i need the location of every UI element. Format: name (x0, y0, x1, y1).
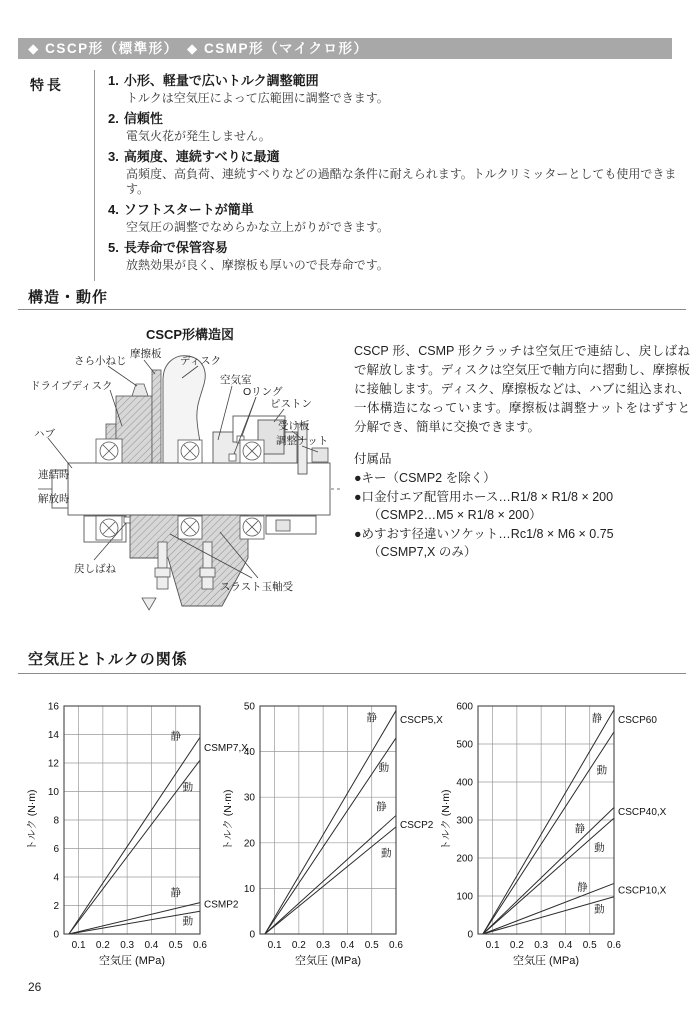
feature-body: 高頻度、高負荷、連続すべりなどの過酷な条件に耐えられます。トルクリミッターとしても使用できます。 (126, 167, 677, 196)
model-label: CSMP2 (204, 899, 239, 911)
x-tick-label: 0.6 (389, 940, 403, 951)
x-tick-label: 0.5 (364, 940, 379, 951)
y-tick-label: 0 (249, 929, 255, 941)
section-header-bar (18, 38, 672, 59)
x-tick-label: 0.3 (534, 940, 549, 951)
heading-rule (18, 673, 686, 674)
curve-kind-label: 静 (376, 800, 387, 813)
y-axis-title: トルク (N·m) (440, 789, 452, 851)
torque-chart-svg (440, 692, 697, 990)
x-tick-label: 0.4 (558, 940, 573, 951)
feature-title-text: 小形、軽量で広いトルク調整範囲 (123, 73, 319, 88)
curve-kind-label: 静 (577, 881, 588, 894)
feature-number: 4. (108, 202, 119, 217)
x-tick-label: 0.5 (582, 940, 597, 951)
accessory-item-note: （CSMP2…M5 × R1/8 × 200） (368, 508, 542, 522)
torque-line-CSMP7,X-static (69, 737, 200, 934)
x-tick-label: 0.2 (509, 940, 524, 951)
curve-kind-label: 動 (596, 764, 608, 777)
label-disk: ディスク (180, 355, 222, 367)
x-tick-label: 0.4 (144, 940, 159, 951)
torque-line-CSCP5,X-static (265, 711, 396, 934)
accessories-title: 付属品 (354, 452, 392, 466)
structure-diagram (30, 320, 350, 620)
y-tick-label: 12 (47, 758, 59, 770)
label-o-ring: Oリング (243, 386, 283, 398)
feature-number: 3. (108, 149, 119, 164)
x-tick-label: 0.4 (340, 940, 355, 951)
curve-kind-label: 静 (170, 730, 181, 743)
x-axis-title: 空気圧 (MPa) (513, 955, 579, 967)
y-tick-label: 14 (47, 730, 59, 741)
accessory-item: ●めすおす径違いソケット…Rc1/8 × M6 × 0.75 (354, 526, 614, 541)
feature-body: トルクは空気圧によって広範囲に調整できます。 (126, 91, 389, 105)
feature-item (108, 239, 690, 273)
feature-title-text: ソフトスタートが簡単 (123, 202, 254, 217)
features-list (94, 70, 690, 281)
y-tick-label: 4 (53, 872, 59, 884)
x-tick-label: 0.2 (95, 940, 110, 951)
curve-kind-label: 動 (381, 847, 392, 860)
model-label: CSCP2 (400, 820, 434, 832)
curve-kind-label: 静 (366, 711, 377, 724)
diagram-title: CSCP形構造図 (145, 327, 235, 342)
feature-title-text: 信頼性 (123, 111, 163, 126)
y-axis-title: トルク (N·m) (222, 789, 234, 851)
curve-kind-label: 動 (182, 915, 194, 928)
label-air-chamber: 空気室 (220, 374, 252, 386)
x-tick-label: 0.1 (267, 940, 282, 951)
label-friction-plate: 摩擦板 (130, 348, 162, 360)
torque-line-CSCP60-static (483, 710, 614, 934)
model-label: CSCP40,X (618, 807, 667, 819)
y-tick-label: 10 (243, 883, 255, 895)
y-tick-label: 500 (456, 739, 473, 751)
torque-chart-svg (26, 692, 248, 990)
feature-title-text: 高頻度、連続すべりに最適 (123, 149, 280, 164)
torque-line-CSCP40,X-dynamic (483, 818, 614, 934)
x-tick-label: 0.1 (485, 940, 500, 951)
curve-kind-label: 静 (170, 887, 181, 900)
curve-kind-label: 動 (378, 762, 390, 775)
x-tick-label: 0.1 (71, 940, 86, 951)
feature-body: 空気圧の調整でなめらかな立上がりができます。 (126, 220, 390, 234)
y-tick-label: 40 (243, 747, 255, 759)
label-backing-plate: 受け板 (278, 420, 310, 432)
x-tick-label: 0.6 (193, 940, 207, 951)
structure-section-heading: 構造・動作 (28, 289, 109, 306)
torque-line-CSCP5,X-dynamic (265, 738, 396, 934)
model-label: CSCP10,X (618, 885, 667, 897)
torque-chart-cscp-small (222, 692, 443, 990)
x-tick-label: 0.2 (291, 940, 306, 951)
curve-kind-label: 静 (574, 822, 586, 835)
curve-kind-label: 静 (591, 712, 603, 725)
feature-item (108, 148, 690, 197)
y-tick-label: 200 (456, 853, 473, 865)
y-tick-label: 0 (53, 929, 59, 941)
y-tick-label: 10 (47, 787, 59, 798)
feature-item (108, 72, 690, 106)
label-engaged-state: 連結時 (38, 469, 70, 481)
label-return-spring: 戻しばね (74, 563, 116, 575)
feature-body: 放熱効果が良く、摩擦板も厚いので長寿命です。 (126, 258, 389, 272)
features-label: 特長 (30, 77, 64, 93)
torque-chart-cscp-large (440, 692, 697, 990)
feature-number: 2. (108, 111, 119, 126)
x-tick-label: 0.3 (316, 940, 331, 951)
feature-title (108, 239, 690, 256)
curve-kind-label: 動 (594, 841, 605, 854)
feature-title (108, 148, 690, 165)
x-axis-title: 空気圧 (MPa) (295, 955, 361, 967)
label-thrust-bearing: スラスト玉軸受 (220, 581, 294, 593)
feature-item (108, 110, 690, 144)
feature-title (108, 110, 690, 127)
label-piston: ピストン (270, 398, 312, 410)
accessory-item-note: （CSMP7,X のみ） (368, 545, 477, 559)
y-tick-label: 100 (456, 891, 473, 903)
torque-line-CSCP2-static (265, 815, 396, 934)
label-adjusting-nut: 調整ナット (276, 435, 329, 447)
y-tick-label: 0 (467, 929, 473, 941)
torque-line-CSMP2-dynamic (69, 911, 200, 934)
y-tick-label: 2 (53, 901, 59, 912)
y-tick-label: 6 (53, 844, 59, 855)
y-tick-label: 50 (243, 701, 255, 713)
label-released-state: 解放時 (38, 493, 70, 505)
features-section (28, 70, 690, 281)
model-label: CSCP60 (618, 714, 657, 726)
feature-number: 1. (108, 73, 119, 88)
feature-body: 電気火花が発生しません。 (126, 129, 271, 143)
label-countersunk-screw: さら小ねじ (74, 355, 127, 367)
y-tick-label: 16 (47, 701, 59, 713)
heading-rule (18, 309, 686, 310)
x-tick-label: 0.5 (168, 940, 183, 951)
model-label: CSCP5,X (400, 715, 443, 727)
y-axis-title: トルク (N·m) (26, 789, 38, 851)
torque-section-heading: 空気圧とトルクの関係 (28, 651, 188, 668)
feature-title (108, 72, 690, 89)
feature-number: 5. (108, 240, 119, 255)
x-axis-title: 空気圧 (MPa) (99, 955, 165, 967)
torque-line-CSMP7,X-dynamic (69, 760, 200, 934)
feature-item (108, 201, 690, 235)
header-title: ◆ CSCP形（標準形） ◆ CSMP形（マイクロ形） (28, 41, 369, 56)
page-number: 26 (28, 980, 42, 994)
accessory-item: ●口金付エア配管用ホース…R1/8 × R1/8 × 200 (354, 489, 614, 504)
description-column (354, 342, 690, 562)
torque-chart-svg (222, 692, 443, 990)
label-hub: ハブ (34, 428, 55, 440)
model-label: CSMP7,X (204, 742, 248, 754)
y-tick-label: 400 (456, 777, 473, 789)
y-tick-label: 20 (243, 838, 255, 850)
torque-chart-csmp (26, 692, 248, 990)
x-tick-label: 0.3 (120, 940, 135, 951)
curve-kind-label: 動 (182, 781, 194, 794)
label-drive-disk: ドライブディスク (30, 380, 113, 392)
y-tick-label: 8 (53, 815, 59, 827)
operation-description: CSCP 形、CSMP 形クラッチは空気圧で連結し、戻しばねで解放します。ディスクは空気圧で軸方向に摺動し、摩擦板に接触します。ディスク、摩擦板などは、ハブに組込まれ、一体構造になっています。摩擦板は調整ナットをはずすと分解でき、簡単に交換できます。 (354, 344, 690, 434)
y-tick-label: 300 (456, 815, 473, 827)
curve-kind-label: 動 (594, 903, 605, 916)
y-tick-label: 600 (456, 701, 473, 713)
accessory-item: ●キー（CSMP2 を除く） (354, 471, 496, 485)
x-tick-label: 0.6 (607, 940, 621, 951)
feature-title-text: 長寿命で保管容易 (123, 240, 228, 255)
y-tick-label: 30 (243, 792, 255, 804)
feature-title (108, 201, 690, 218)
